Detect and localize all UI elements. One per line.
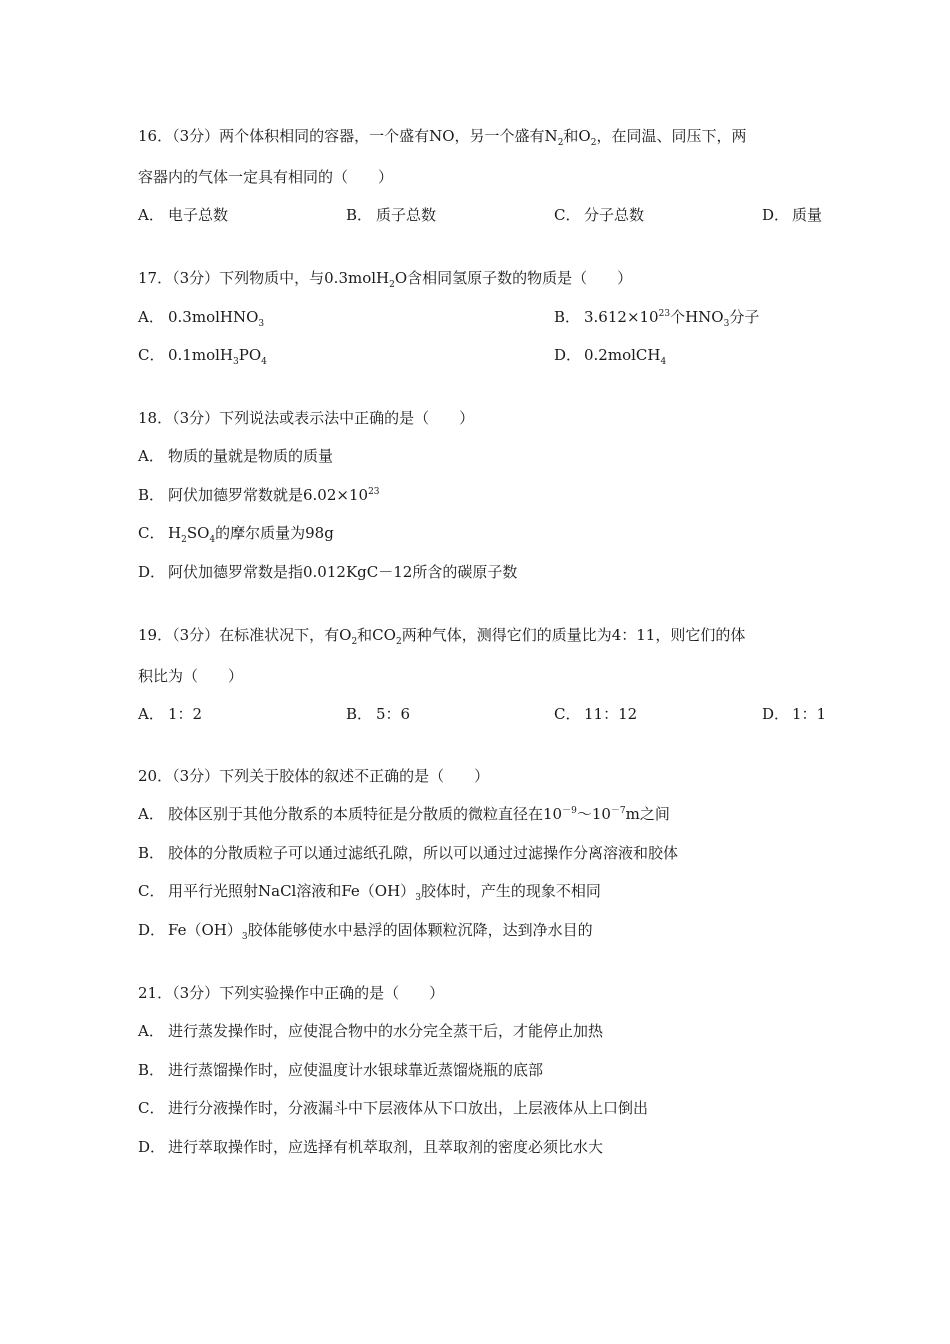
option-a: A． 电子总数 — [138, 206, 229, 224]
question-stem: 21．（3分）下列实验操作中正确的是（ ） — [138, 984, 445, 1002]
option-c: C． $0.1molH_3PO_4$ — [138, 346, 267, 367]
question-stem: 20．（3分）下列关于胶体的叙述不正确的是（ ） — [138, 767, 490, 785]
option-b: B． 5：6 — [346, 705, 411, 723]
option-a: A． 0.3molHNO$_3$ — [138, 308, 265, 329]
option-b: B． 胶体的分散质粒子可以通过滤纸孔隙，所以可以通过过滤操作分离溶液和胶体 — [138, 844, 679, 862]
option-b: B． 质子总数 — [346, 206, 437, 224]
option-c: C． 用平行光照射NaCl溶液和$Fe(OH)_3$胶体时，产生的现象不相同 — [138, 882, 601, 903]
option-b: B． 阿伏加德罗常数就是$6.02\times 10^{23}$ — [138, 486, 380, 504]
option-c: C． 进行分液操作时，分液漏斗中下层液体从下口放出，上层液体从上口倒出 — [138, 1099, 649, 1117]
option-d: D． 进行萃取操作时，应选择有机萃取剂，且萃取剂的密度必须比水大 — [138, 1138, 604, 1156]
option-d: D． $Fe(OH)_3$胶体能够使水中悬浮的固体颗粒沉降，达到净水目的 — [138, 921, 593, 942]
option-c: C． 11：12 — [554, 705, 638, 723]
option-d: D． 0.2molCH$_4$ — [554, 346, 667, 367]
option-c: C． 分子总数 — [554, 206, 645, 224]
option-c: C． $H_2SO_4$的摩尔质量为98g — [138, 524, 334, 545]
question-stem-continued: 容器内的气体一定具有相同的（ ） — [138, 168, 394, 186]
question-stem: 16．（3分）两个体积相同的容器，一个盛有NO，另一个盛有$N_2$和$O_2$，在同温、同压下，两 — [138, 127, 747, 148]
option-a: A． 进行蒸发操作时，应使混合物中的水分完全蒸干后，才能停止加热 — [138, 1022, 604, 1040]
option-a: A． 胶体区别于其他分散系的本质特征是分散质的微粒直径在$10^{-9}\sim 10^{-7}m$之间 — [138, 805, 670, 823]
question-stem: 19．（3分）在标准状况下，有$O_2$和$CO_2$两种气体，测得它们的质量比为4：11，则它们的体 — [138, 626, 746, 647]
option-a: A． 物质的量就是物质的质量 — [138, 447, 334, 465]
question-stem: 18．（3分）下列说法或表示法中正确的是（ ） — [138, 409, 475, 427]
option-b: B． $3.612\times 10^{23}$个$HNO_3$分子 — [554, 308, 760, 329]
option-b: B． 进行蒸馏操作时，应使温度计水银球靠近蒸馏烧瓶的底部 — [138, 1061, 544, 1079]
question-stem-continued: 积比为（ ） — [138, 667, 244, 685]
question-stem: 17．（3分）下列物质中，与0.3molH$_2$O含相同氢原子数的物质是（ ） — [138, 269, 633, 290]
option-d: D． 阿伏加德罗常数是指0.012KgC－12所含的碳原子数 — [138, 563, 518, 581]
option-a: A． 1：2 — [138, 705, 203, 723]
option-d: D． 1：1 — [762, 705, 827, 723]
option-d: D． 质量 — [762, 206, 823, 224]
